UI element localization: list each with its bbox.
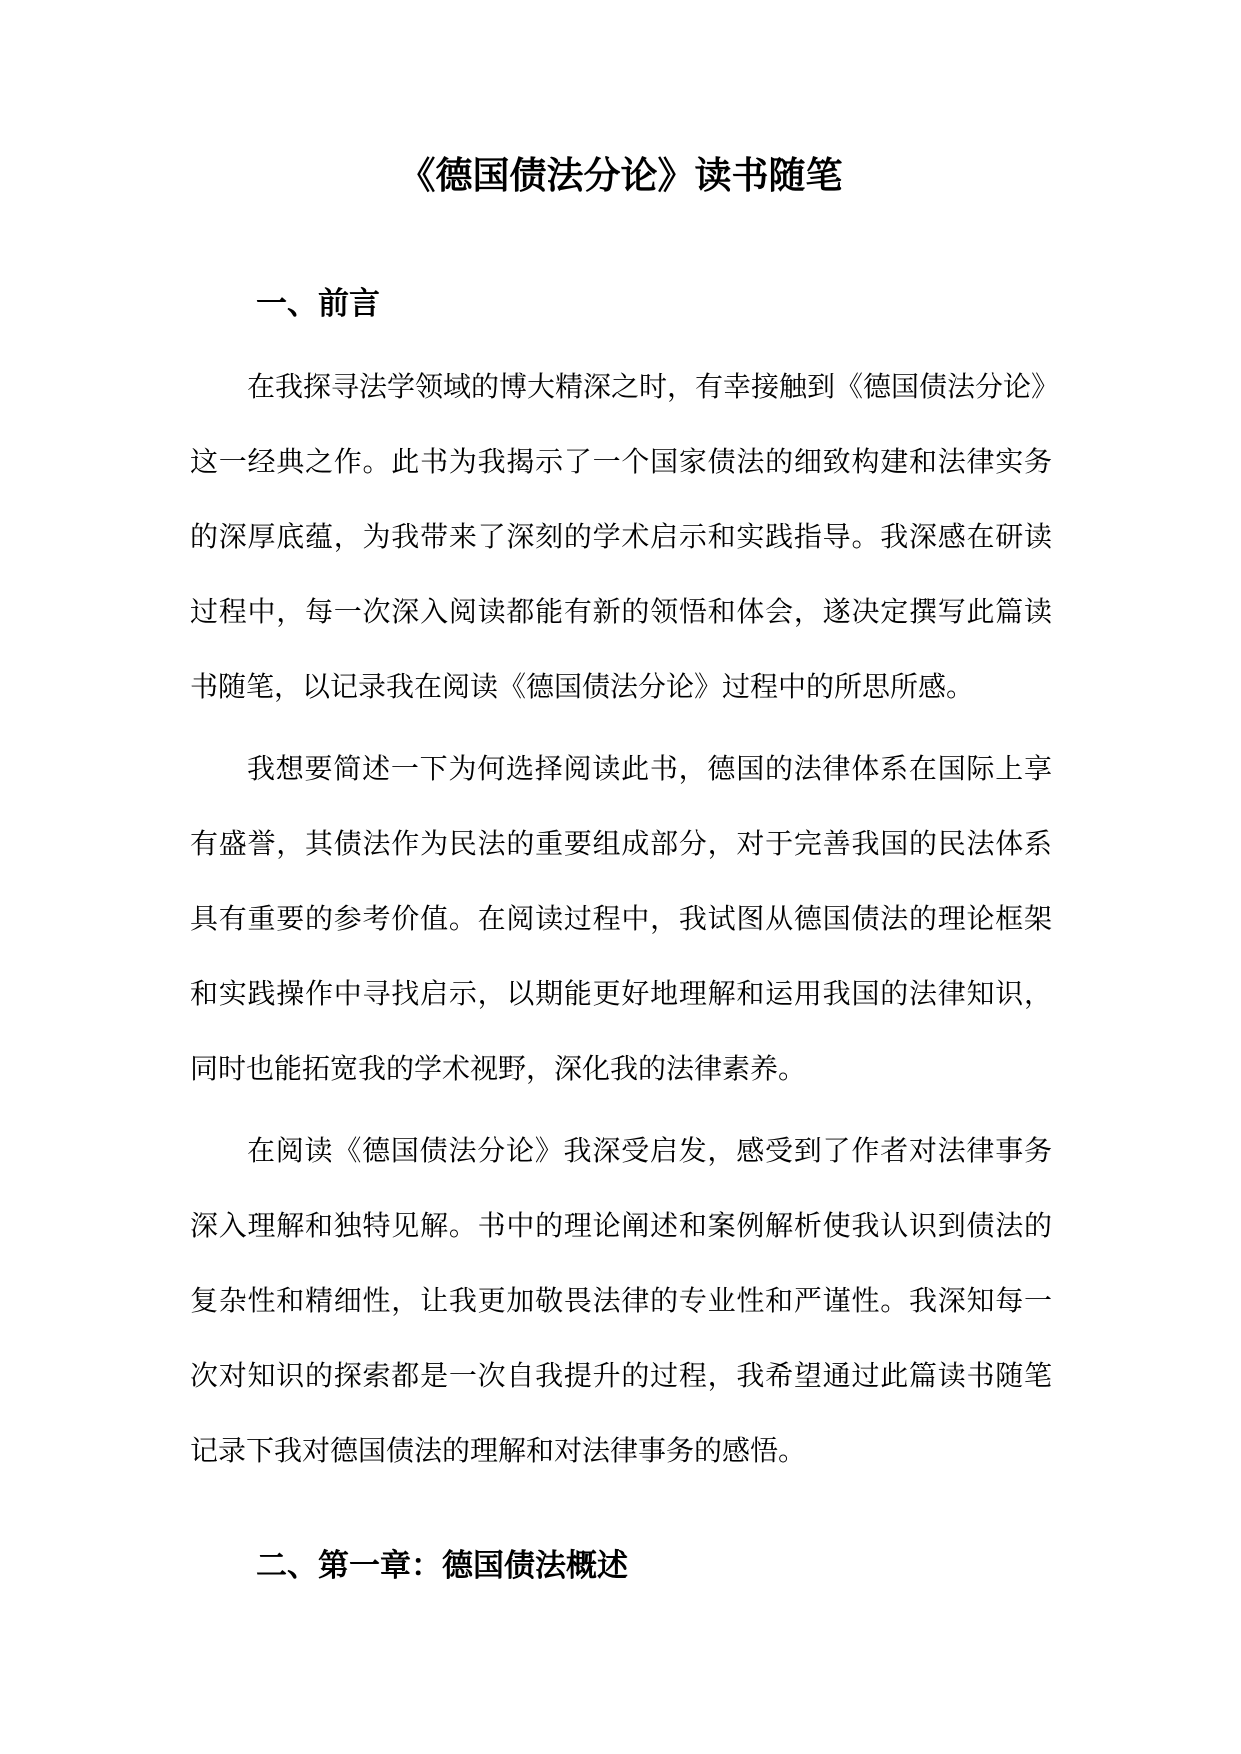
section-heading-preface: 一、前言: [256, 286, 380, 322]
paragraph-line: 在阅读《德国债法分论》我深受启发，感受到了作者对法律事务: [247, 1134, 1052, 1167]
paragraph-line: 复杂性和精细性，让我更加敬畏法律的专业性和严谨性。我深知每一: [190, 1284, 1052, 1317]
paragraph-line: 次对知识的探索都是一次自我提升的过程，我希望通过此篇读书随笔: [190, 1359, 1052, 1392]
paragraph-line: 的深厚底蕴，为我带来了深刻的学术启示和实践指导。我深感在研读: [190, 520, 1052, 553]
paragraph-line: 记录下我对德国债法的理解和对法律事务的感悟。: [190, 1434, 807, 1467]
paragraph-line: 在我探寻法学领域的博大精深之时，有幸接触到《德国债法分论》: [247, 370, 1060, 403]
paragraph: [190, 731, 1052, 1106]
paragraph-line: 过程中，每一次深入阅读都能有新的领悟和体会，遂决定撰写此篇读: [190, 595, 1052, 628]
paragraph-line: 这一经典之作。此书为我揭示了一个国家债法的细致构建和法律实务: [190, 445, 1052, 478]
paragraph-line: 具有重要的参考价值。在阅读过程中，我试图从德国债法的理论框架: [190, 902, 1052, 935]
document-title: 《德国债法分论》读书随笔: [398, 153, 843, 197]
paragraph-line: 书随笔，以记录我在阅读《德国债法分论》过程中的所思所感。: [190, 670, 975, 703]
paragraph: [190, 349, 1060, 724]
paragraph-line: 和实践操作中寻找启示，以期能更好地理解和运用我国的法律知识，: [190, 977, 1052, 1010]
paragraph-line: 深入理解和独特见解。书中的理论阐述和案例解析使我认识到债法的: [190, 1209, 1052, 1242]
paragraph-line: 有盛誉，其债法作为民法的重要组成部分，对于完善我国的民法体系: [190, 827, 1052, 860]
paragraph-line: 我想要简述一下为何选择阅读此书，德国的法律体系在国际上享: [247, 752, 1052, 785]
paragraph: [190, 1113, 1052, 1488]
section-heading-chapter-one: 二、第一章：德国债法概述: [256, 1548, 628, 1584]
paragraph-line: 同时也能拓宽我的学术视野，深化我的法律素养。: [190, 1052, 807, 1085]
